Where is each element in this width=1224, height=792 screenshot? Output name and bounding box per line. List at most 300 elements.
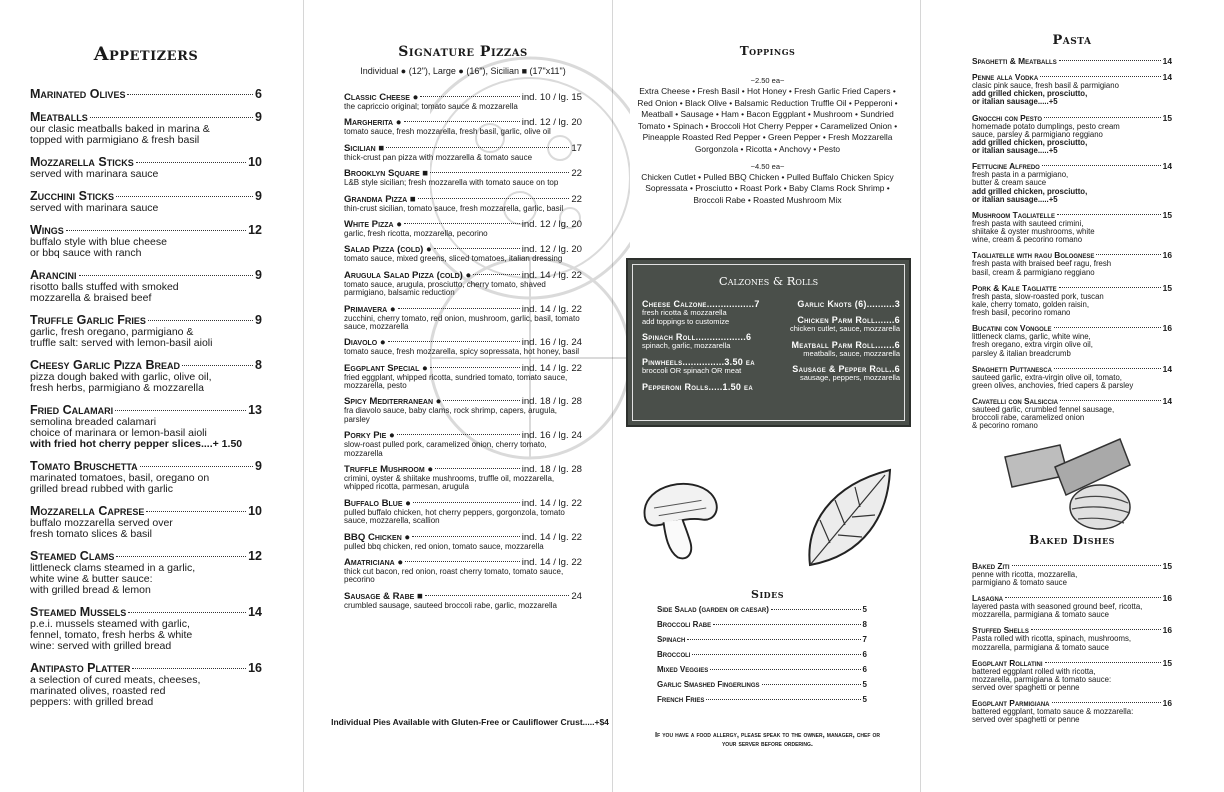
leader-dots — [405, 561, 520, 562]
toppings-tier2-list: Chicken Cutlet • Pulled BBQ Chicken • Pulled Buffalo Chicken Spicy Sopressata • Prosciutto • Roast Pork • Baby Clams Rock Shrimp • Broccoli Rabe • Roasted Mushroom Mix — [641, 171, 894, 205]
item-title: Stuffed Shells — [972, 625, 1029, 636]
leader-dots — [692, 654, 860, 655]
item-title: Spaghetti & Meatballs — [972, 56, 1057, 66]
item-description: thick-crust pan pizza with mozzarella & tomato sauce — [344, 152, 533, 162]
item-description: fresh basil, pecorino romano — [972, 308, 1071, 318]
fold-line — [303, 0, 304, 792]
leader-dots — [1096, 254, 1160, 255]
middle-panel — [615, 0, 920, 792]
menu-item — [972, 56, 1172, 66]
item-description: sauce, parsley & parmigiano reggiano — [972, 129, 1103, 139]
leader-dots — [420, 96, 519, 97]
pizzas-title: Signature Pizzas — [398, 44, 528, 60]
item-description: served over spaghetti or penne — [972, 683, 1080, 693]
menu-item-name — [344, 194, 582, 205]
menu-item — [972, 364, 1172, 390]
appetizers-panel — [30, 0, 262, 792]
item-price: ind. 14 / lg. 22 — [521, 269, 582, 281]
basil-leaf-illustration — [800, 465, 900, 570]
menu-item — [344, 270, 582, 298]
calzone-item-name: Spinach Roll..................6 — [642, 332, 752, 343]
leader-dots — [430, 367, 520, 368]
calzone-item-description: meatballs, sauce, mozzarella — [803, 348, 900, 358]
pasta-illustration — [1000, 437, 1140, 533]
leader-dots — [79, 275, 254, 276]
menu-item — [344, 591, 582, 610]
item-title: Mushroom Tagliatelle — [972, 209, 1055, 220]
leader-dots — [710, 669, 860, 670]
item-title: Gnocchi con Pesto — [972, 112, 1042, 123]
item-description: fennel, tomato, fresh herbs & white — [30, 629, 193, 642]
item-price: ind. 16 / lg. 24 — [521, 430, 582, 442]
calzone-item-name: Meatball Parm Roll.......6 — [791, 339, 900, 350]
leader-dots — [1059, 60, 1161, 61]
item-title: Grandma Pizza ■ — [344, 193, 416, 205]
item-price: 15 — [1162, 560, 1172, 571]
menu-item — [344, 143, 582, 162]
item-price: 13 — [248, 403, 262, 418]
item-description: risotto balls stuffed with smoked — [30, 281, 179, 294]
item-description: fresh herbs, parmigiano & mozzarella — [30, 382, 204, 395]
calzone-item — [642, 332, 770, 351]
calzone-item-name: Garlic Knots (6)..........3 — [797, 299, 900, 309]
side-item — [657, 665, 867, 674]
calzone-item-description: broccoli OR spinach OR meat — [642, 365, 742, 375]
menu-item — [344, 532, 582, 551]
item-description: sauteed garlic, extra-virgin olive oil, tomato, — [972, 372, 1122, 382]
menu-item — [344, 92, 582, 111]
side-name: Broccoli Rabe — [657, 620, 712, 629]
item-description: Pasta rolled with ricotta, spinach, mushrooms, — [972, 634, 1132, 644]
item-title: Antipasto Platter — [30, 661, 131, 676]
leader-dots — [398, 308, 520, 309]
menu-item-name — [30, 155, 262, 169]
item-title: Fried Calamari — [30, 403, 114, 418]
side-item — [657, 680, 867, 689]
menu-item-name — [30, 661, 262, 675]
leader-dots — [771, 609, 861, 610]
sides-title: Sides — [751, 588, 784, 601]
item-addon: or italian sausage.....+5 — [972, 97, 1058, 107]
menu-item — [344, 557, 582, 585]
calzone-item — [642, 299, 770, 326]
item-price: ind. 12 / lg. 20 — [521, 117, 582, 129]
item-description: fried eggplant, whipped ricotta, sundried tomato, tomato sauce, mozzarella, pesto — [344, 372, 568, 391]
menu-item-name — [972, 56, 1172, 66]
menu-item-name — [30, 268, 262, 282]
menu-item — [30, 268, 262, 304]
menu-item — [972, 658, 1172, 693]
item-description: fresh tomato slices & basil — [30, 528, 152, 541]
menu-item — [30, 155, 262, 180]
item-description: crimini, oyster & shiitake mushrooms, truffle oil, mozzarella, whipped ricotta, parmesan, arugula — [344, 474, 555, 492]
item-description: served with marinara sauce — [30, 202, 159, 215]
item-price: 16 — [1162, 698, 1172, 709]
item-title: Primavera ● — [344, 303, 396, 315]
menu-item-name — [344, 532, 582, 543]
item-description: tomato sauce, fresh mozzarella, fresh basil, garlic, olive oil — [344, 127, 551, 137]
menu-item — [344, 430, 582, 458]
item-title: Diavolo ● — [344, 337, 386, 349]
item-description: fresh pasta in a parmigiano, — [972, 170, 1069, 180]
item-description: mozzarella, parmigiana & tomato sauce — [972, 642, 1109, 652]
item-price: ind. 12 / lg. 20 — [521, 244, 582, 256]
item-addon: add grilled chicken, prosciutto, — [972, 137, 1088, 147]
item-description: homemade potato dumplings, pesto cream — [972, 121, 1120, 131]
item-price: 8 — [255, 358, 262, 373]
leader-dots — [1012, 565, 1161, 566]
calzone-item-name: Sausage & Pepper Roll..6 — [792, 364, 900, 375]
item-description: or bbq sauce with ranch — [30, 247, 142, 260]
item-title: Tagliatelle with ragu Bolognese — [972, 250, 1095, 261]
calzone-item — [778, 315, 900, 334]
leader-dots — [434, 248, 520, 249]
leader-dots — [1052, 702, 1161, 703]
item-price: 14 — [1162, 396, 1172, 407]
menu-item — [344, 194, 582, 213]
appetizers-title: Appetizers — [93, 43, 199, 65]
item-title: Mozzarella Caprese — [30, 504, 145, 519]
item-title: Salad Pizza (cold) ● — [344, 244, 432, 256]
pasta-list — [972, 56, 1172, 431]
item-title: Brooklyn Square ■ — [344, 168, 429, 180]
item-description: marinated olives, roasted red — [30, 685, 166, 698]
leader-dots — [148, 320, 253, 321]
calzones-box — [626, 258, 911, 427]
item-price: ind. 14 / lg. 22 — [521, 303, 582, 315]
item-price: ind. 16 / lg. 24 — [521, 337, 582, 349]
item-description: pulled bbq chicken, red onion, tomato sauce, mozzarella — [344, 541, 544, 551]
leader-dots — [397, 434, 520, 435]
menu-item-name — [30, 110, 262, 124]
item-title: Amatriciana ● — [344, 556, 404, 568]
item-price: 9 — [255, 189, 262, 204]
item-price: 22 — [571, 168, 582, 180]
item-title: Margherita ● — [344, 117, 402, 129]
menu-item-name — [30, 605, 262, 619]
leader-dots — [1042, 165, 1161, 166]
menu-item — [972, 161, 1172, 204]
menu-item — [344, 244, 582, 263]
pizza-size-legend: Individual ● (12"), Large ● (16"), Sicilian ■ (17"x11") — [360, 66, 566, 76]
item-title: BBQ Chicken ● — [344, 531, 411, 543]
leader-dots — [132, 668, 246, 669]
menu-item-name — [30, 87, 262, 101]
calzone-item-name: Pepperoni Rolls.....1.50 ea — [642, 381, 753, 392]
leader-dots — [435, 468, 520, 469]
item-title: Tomato Bruschetta — [30, 459, 138, 474]
allergy-notice: If you have a food allergy, please speak to the owner, manager, chef or your server before ordering. — [655, 730, 880, 748]
menu-item — [344, 117, 582, 136]
item-title: Cheesy Garlic Pizza Bread — [30, 358, 181, 373]
leader-dots — [1054, 327, 1161, 328]
side-price: 6 — [862, 665, 867, 674]
menu-item — [972, 323, 1172, 358]
item-title: Spaghetti Puttanesca — [972, 363, 1052, 374]
baked-dishes-list — [972, 561, 1172, 725]
item-description: the capriccio original; tomato sauce & mozzarella — [344, 102, 518, 111]
leader-dots — [1045, 662, 1161, 663]
leader-dots — [1005, 597, 1161, 598]
leader-dots — [182, 365, 253, 366]
calzone-item — [642, 357, 770, 376]
item-description: littleneck clams steamed in a garlic, — [30, 562, 196, 575]
calzone-item — [778, 364, 900, 383]
item-title: Lasagna — [972, 592, 1004, 603]
item-description: penne with ricotta, mozzarella, — [972, 569, 1078, 579]
item-price: 17 — [571, 142, 582, 154]
menu-item — [972, 283, 1172, 318]
item-title: Truffle Garlic Fries — [30, 313, 146, 328]
item-description: fresh pasta with sauteed crimini, — [972, 218, 1084, 228]
item-price: 9 — [255, 459, 262, 474]
menu-item — [344, 498, 582, 526]
item-description: butter & cream sauce — [972, 178, 1047, 188]
toppings-title: Toppings — [739, 44, 796, 58]
item-title: Wings — [30, 223, 64, 238]
menu-item-name — [30, 403, 262, 417]
menu-item — [972, 698, 1172, 724]
leader-dots — [386, 147, 569, 148]
fold-line — [920, 0, 921, 792]
item-title: Cavatelli con Salsiccia — [972, 396, 1058, 407]
calzone-item-name: Cheese Calzone.................7 — [642, 299, 760, 309]
item-description: marinated tomatoes, basil, oregano on — [30, 472, 210, 485]
item-price: 15 — [1162, 112, 1172, 123]
item-description: semolina breaded calamari — [30, 416, 157, 429]
item-price: ind. 12 / lg. 20 — [521, 218, 582, 230]
side-price: 5 — [862, 695, 867, 704]
leader-dots — [128, 612, 246, 613]
menu-item — [30, 504, 262, 540]
leader-dots — [412, 536, 520, 537]
item-description: truffle salt: served with lemon-basil aioli — [30, 337, 213, 350]
item-description: buffalo style with blue cheese — [30, 236, 167, 249]
side-name: French Fries — [657, 695, 705, 704]
menu-item — [344, 464, 582, 492]
leader-dots — [404, 121, 520, 122]
menu-item — [30, 87, 262, 101]
item-title: Eggplant Rollatini — [972, 657, 1043, 668]
leader-dots — [404, 223, 520, 224]
item-description: fresh pasta with braised beef ragu, fresh — [972, 259, 1112, 269]
item-title: Sausage & Rabe ■ — [344, 590, 423, 602]
item-price: 14 — [1162, 72, 1172, 82]
menu-item — [344, 396, 582, 424]
menu-item-name — [30, 313, 262, 327]
item-description: fresh oregano, extra virgin olive oil, — [972, 340, 1093, 350]
side-name: Spinach — [657, 635, 686, 644]
calzones-right-column — [778, 299, 900, 389]
item-price: 16 — [248, 661, 262, 676]
menu-item — [972, 396, 1172, 431]
side-price: 5 — [862, 680, 867, 689]
leader-dots — [687, 639, 860, 640]
item-price: ind. 18 / lg. 28 — [521, 464, 582, 476]
item-price: 14 — [248, 605, 262, 620]
side-item — [657, 605, 867, 614]
leader-dots — [430, 172, 569, 173]
item-description: parmigiano & tomato sauce — [972, 577, 1067, 587]
item-title: Bucatini con Vongole — [972, 323, 1052, 334]
item-addon: with fried hot cherry pepper slices....+ 1.50 — [30, 438, 243, 451]
item-description: sauteed garlic, crumbled fennel sausage, — [972, 405, 1115, 415]
item-price: ind. 14 / lg. 22 — [521, 362, 582, 374]
calzone-item-name: Pinwheels...............3.50 ea — [642, 356, 755, 367]
item-title: Pork & Kale Tagliatte — [972, 282, 1057, 293]
menu-item — [972, 561, 1172, 587]
leader-dots — [115, 410, 246, 411]
side-price: 6 — [862, 650, 867, 659]
leader-dots — [443, 400, 519, 401]
item-title: Arugula Salad Pizza (cold) ● — [344, 269, 472, 281]
item-title: Marinated Olives — [30, 87, 126, 101]
item-description: a selection of cured meats, cheeses, — [30, 674, 201, 687]
item-description: choice of marinara or lemon-basil aioli — [30, 427, 207, 440]
item-description: white wine & butter sauce: — [30, 573, 153, 586]
pizza-list — [344, 92, 582, 610]
item-description: pizza dough baked with garlic, olive oil, — [30, 371, 212, 384]
item-description: mozzarella, parmigiana & tomato sauce: — [972, 674, 1112, 684]
item-title: White Pizza ● — [344, 218, 403, 230]
calzone-item — [642, 382, 770, 392]
item-price: 10 — [248, 155, 262, 170]
leader-dots — [136, 162, 246, 163]
leader-dots — [762, 684, 861, 685]
item-description: littleneck clams, garlic, white wine, — [972, 332, 1091, 342]
item-description: zucchini, cherry tomato, red onion, mushroom, garlic, basil, tomato sauce, mozzarella — [344, 313, 580, 331]
item-addon: add grilled chicken, prosciutto, — [972, 186, 1088, 196]
item-description: pulled buffalo chicken, hot cherry peppers, gorgonzola, tomato sauce, mozzarella, scallion — [344, 507, 565, 526]
menu-item-name — [30, 504, 262, 518]
item-price: 16 — [1162, 625, 1172, 636]
item-description: p.e.i. mussels steamed with garlic, — [30, 618, 190, 631]
item-price: 14 — [1162, 56, 1172, 66]
toppings-tier2-price: ~4.50 ea~ — [750, 161, 785, 171]
item-price: 16 — [1162, 323, 1172, 334]
item-description: our clasic meatballs baked in marina & — [30, 123, 210, 135]
leader-dots — [425, 595, 570, 596]
item-title: Classic Cheese ● — [344, 92, 419, 103]
side-price: 7 — [862, 635, 867, 644]
item-description: served over spaghetti or penne — [972, 715, 1080, 725]
item-description: broccoli rabe, caramelized onion — [972, 413, 1085, 423]
menu-item — [30, 661, 262, 708]
menu-item — [30, 189, 262, 214]
item-description: thick cut bacon, red onion, roast cherry tomato, tomato sauce, pecorino — [344, 566, 564, 585]
item-price: 15 — [1162, 657, 1172, 668]
item-title: Baked Ziti — [972, 560, 1010, 571]
item-description: tomato sauce, arugula, prosciutto, cherry tomato, shaved parmigiano, balsamic reduction — [344, 279, 546, 298]
side-name: Mixed Veggies — [657, 665, 709, 674]
item-price: ind. 14 / lg. 22 — [521, 556, 582, 568]
item-title: Spicy Mediterranean ● — [344, 396, 442, 408]
leader-dots — [706, 699, 860, 700]
item-description: slow-roast pulled pork, caramelized onion, cherry tomato, mozzarella — [344, 440, 547, 458]
menu-item — [972, 72, 1172, 107]
side-name: Side Salad (garden or caesar) — [657, 605, 769, 614]
item-description: topped with parmigiano & fresh basil — [30, 134, 200, 147]
side-price: 5 — [862, 605, 867, 614]
pasta-panel — [972, 0, 1172, 792]
toppings-tier1-list: Extra Cheese • Fresh Basil • Hot Honey • Fresh Garlic Fried Capers • Red Onion • Black Olive • Balsamic Reduction Truffle Oil • Pepperoni • Meatball • Sausage • Ham • Bacon Eggplant • Mushroom • Sundried Tomato • Spinach • Broccoli Hot Cherry Pepper • Caramelized Onion • Pineapple Roasted Red Pepper • Green Pepper • Fresh Mozzarella Gorgonzola • Ricotta • Anchovy • Pesto — [637, 86, 898, 154]
item-title: Sicilian ■ — [344, 142, 385, 154]
leader-dots — [66, 230, 246, 231]
menu-item-name — [30, 189, 262, 203]
calzones-title: Calzones & Rolls — [718, 274, 819, 288]
leader-dots — [1054, 368, 1161, 369]
item-description: served with marinara sauce — [30, 168, 159, 181]
calzone-item-description: fresh ricotta & mozzarella — [642, 308, 727, 317]
pasta-illustration-area — [972, 437, 1172, 533]
item-title: Penne alla Vodka — [972, 72, 1039, 82]
menu-item-name — [30, 223, 262, 237]
gluten-free-note: Individual Pies Available with Gluten-Free or Cauliflower Crust.....+$4 — [331, 717, 609, 727]
calzone-item — [778, 340, 900, 359]
item-price: 9 — [255, 110, 262, 124]
leader-dots — [418, 198, 570, 199]
leader-dots — [90, 117, 253, 118]
item-description: wine: served with grilled bread — [30, 640, 172, 653]
item-description: thin-crust sicilian, tomato sauce, fresh mozzarella, garlic, basil — [344, 203, 564, 213]
item-title: Zucchini Sticks — [30, 189, 114, 204]
item-description: crumbled sausage, sauteed broccoli rabe, garlic, mozzarella — [344, 600, 557, 610]
item-price: 6 — [255, 87, 262, 101]
item-price: 16 — [1162, 250, 1172, 261]
menu-item — [30, 605, 262, 652]
menu-item — [972, 210, 1172, 245]
menu-item — [972, 593, 1172, 619]
item-description: fresh pasta, slow-roasted pork, tuscan — [972, 291, 1104, 301]
menu-item — [344, 337, 582, 356]
side-item — [657, 695, 867, 704]
menu-item — [972, 625, 1172, 651]
side-item — [657, 635, 867, 644]
item-price: 9 — [255, 268, 262, 283]
appetizers-list — [30, 87, 262, 708]
menu-item — [972, 113, 1172, 156]
item-description: wine, cream & pecorino romano — [972, 235, 1083, 245]
leader-dots — [1060, 400, 1161, 401]
item-description: with grilled bread & lemon — [30, 584, 151, 597]
side-price: 8 — [862, 620, 867, 629]
item-price: 10 — [248, 504, 262, 519]
item-description: battered eggplant rolled with ricotta, — [972, 666, 1096, 676]
item-description: layered pasta with seasoned ground beef, ricotta, — [972, 601, 1143, 611]
item-description: fra diavolo sauce, baby clams, rock shrimp, capers, arugula, parsley — [344, 406, 557, 424]
calzone-item-name: Chicken Parm Roll.......6 — [797, 315, 900, 325]
mushroom-illustration — [635, 470, 730, 565]
item-title: Fettucine Alfredo — [972, 161, 1040, 172]
leader-dots — [713, 624, 860, 625]
item-description: grilled bread rubbed with garlic — [30, 483, 173, 496]
leader-dots — [1044, 117, 1161, 118]
item-title: Porky Pie ● — [344, 430, 395, 442]
menu-item — [344, 219, 582, 238]
pizzas-panel — [331, 0, 609, 792]
item-price: 24 — [571, 590, 582, 602]
item-title: Mozzarella Sticks — [30, 155, 134, 170]
menu-item — [344, 304, 582, 332]
calzone-item-description: add toppings to customize — [642, 316, 730, 326]
item-price: ind. 18 / lg. 28 — [521, 396, 582, 408]
item-price: 12 — [248, 549, 262, 564]
item-title: Truffle Mushroom ● — [344, 464, 434, 476]
item-description: mozzarella & braised beef — [30, 292, 152, 305]
leader-dots — [127, 94, 253, 95]
item-description: mozzarella, parmigiana & tomato sauce — [972, 610, 1109, 620]
leader-dots — [140, 466, 253, 467]
